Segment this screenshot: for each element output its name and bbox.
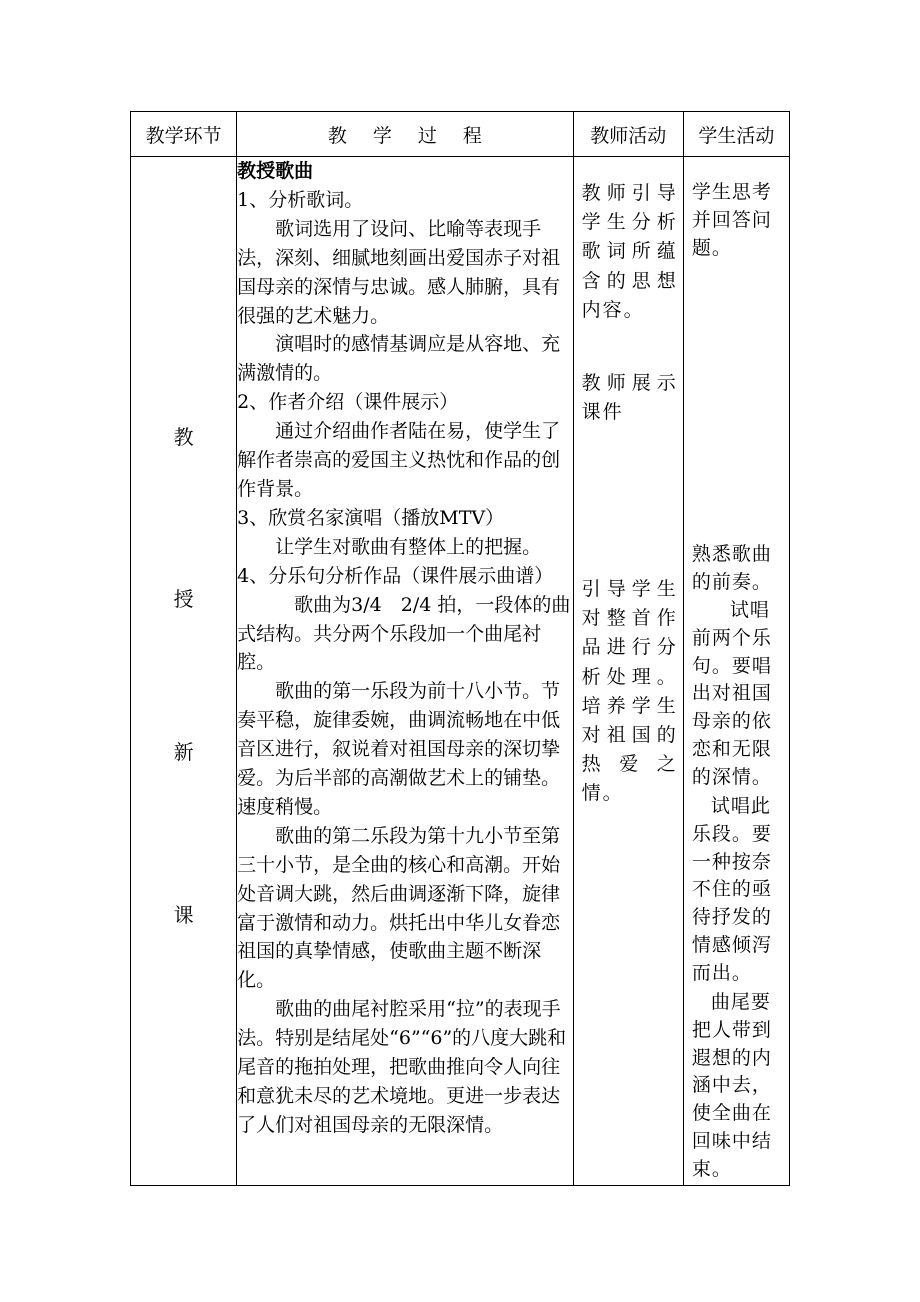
stage-char-4: 课 bbox=[173, 903, 194, 927]
header-teacher: 教师活动 bbox=[573, 112, 683, 157]
header-student: 学生活动 bbox=[683, 112, 789, 157]
student-activity-4: 试唱此乐段。要一种按奈不住的亟待抒发的情感倾泻而出。 bbox=[691, 795, 772, 984]
teacher-activity-2: 教师展示课件 bbox=[581, 372, 678, 424]
process-p7: 让学生对歌曲有整体上的把握。 bbox=[275, 535, 542, 558]
process-p1: 1、分析歌词。 bbox=[237, 188, 364, 211]
stage-char-3: 新 bbox=[173, 740, 194, 764]
teacher-activity-3: 引导学生对整首作品进行分析处理。培养学生对祖国的热爱之情。 bbox=[581, 578, 678, 805]
process-p4: 2、作者介绍（课件展示） bbox=[237, 391, 459, 414]
process-p12: 歌曲的曲尾衬腔采用“拉”的表现手法。特别是结尾处“6”“6”的八度大跳和尾音的拖拍处理，把歌曲推向令人向往和意犹未尽的艺术境地。更进一步表达了人们对祖国母亲的无限深情。 bbox=[237, 998, 567, 1136]
student-activity-3: 试唱前两个乐句。要唱出对祖国母亲的依恋和无限的深情。 bbox=[691, 599, 772, 788]
process-p10: 歌曲的第一乐段为前十八小节。节奏平稳，旋律委婉，曲调流畅地在中低音区进行，叙说着对祖国母亲的深切挚爱。为后半部的高潮做艺术上的铺垫。速度稍慢。 bbox=[237, 680, 561, 818]
process-p8: 4、分乐句分析作品（课件展示曲谱） bbox=[237, 564, 554, 587]
student-activity-1: 学生思考并回答问题。 bbox=[691, 181, 772, 259]
content-row bbox=[131, 157, 790, 1186]
stage-char-2: 授 bbox=[173, 587, 194, 611]
process-p11: 歌曲的第二乐段为第十九小节至第三十小节，是全曲的核心和高潮。开始处音调大跳，然后曲调逐渐下降，旋律富于激情和动力。烘托出中华儿女眷恋祖国的真挚情感，使歌曲主题不断深化。 bbox=[237, 824, 561, 992]
process-p9: 歌曲为3/4 2/4 拍，一段体的曲式结构。共分两个乐段加一个曲尾衬腔。 bbox=[237, 593, 571, 674]
header-row bbox=[131, 112, 790, 157]
section-heading: 教授歌曲 bbox=[237, 160, 314, 182]
stage-cell bbox=[131, 157, 237, 1186]
header-stage: 教学环节 bbox=[131, 112, 237, 157]
student-activity-5: 曲尾要把人带到遐想的内涵中去，使全曲在回味中结束。 bbox=[691, 991, 772, 1180]
student-activity-2: 熟悉歌曲的前奏。 bbox=[691, 543, 772, 593]
lesson-plan-table bbox=[130, 111, 790, 1186]
stage-char-1: 教 bbox=[173, 425, 194, 449]
header-process: 教学过程 bbox=[237, 112, 574, 157]
process-p5: 通过介绍曲作者陆在易，使学生了解作者崇高的爱国主义热忱和作品的创作背景。 bbox=[237, 420, 561, 500]
process-cell bbox=[237, 157, 574, 1186]
process-p6: 3、欣赏名家演唱（播放MTV） bbox=[237, 506, 505, 529]
process-p2: 歌词选用了设问、比喻等表现手法，深刻、细腻地刻画出爱国赤子对祖国母亲的深情与忠诚。感人肺腑，具有很强的艺术魅力。 bbox=[237, 217, 561, 327]
student-cell bbox=[683, 157, 789, 1186]
teacher-cell bbox=[573, 157, 683, 1186]
teacher-activity-1: 教师引导学生分析歌词所蕴含的思想内容。 bbox=[581, 182, 678, 321]
process-p3: 演唱时的感情基调应是从容地、充满激情的。 bbox=[237, 333, 561, 385]
